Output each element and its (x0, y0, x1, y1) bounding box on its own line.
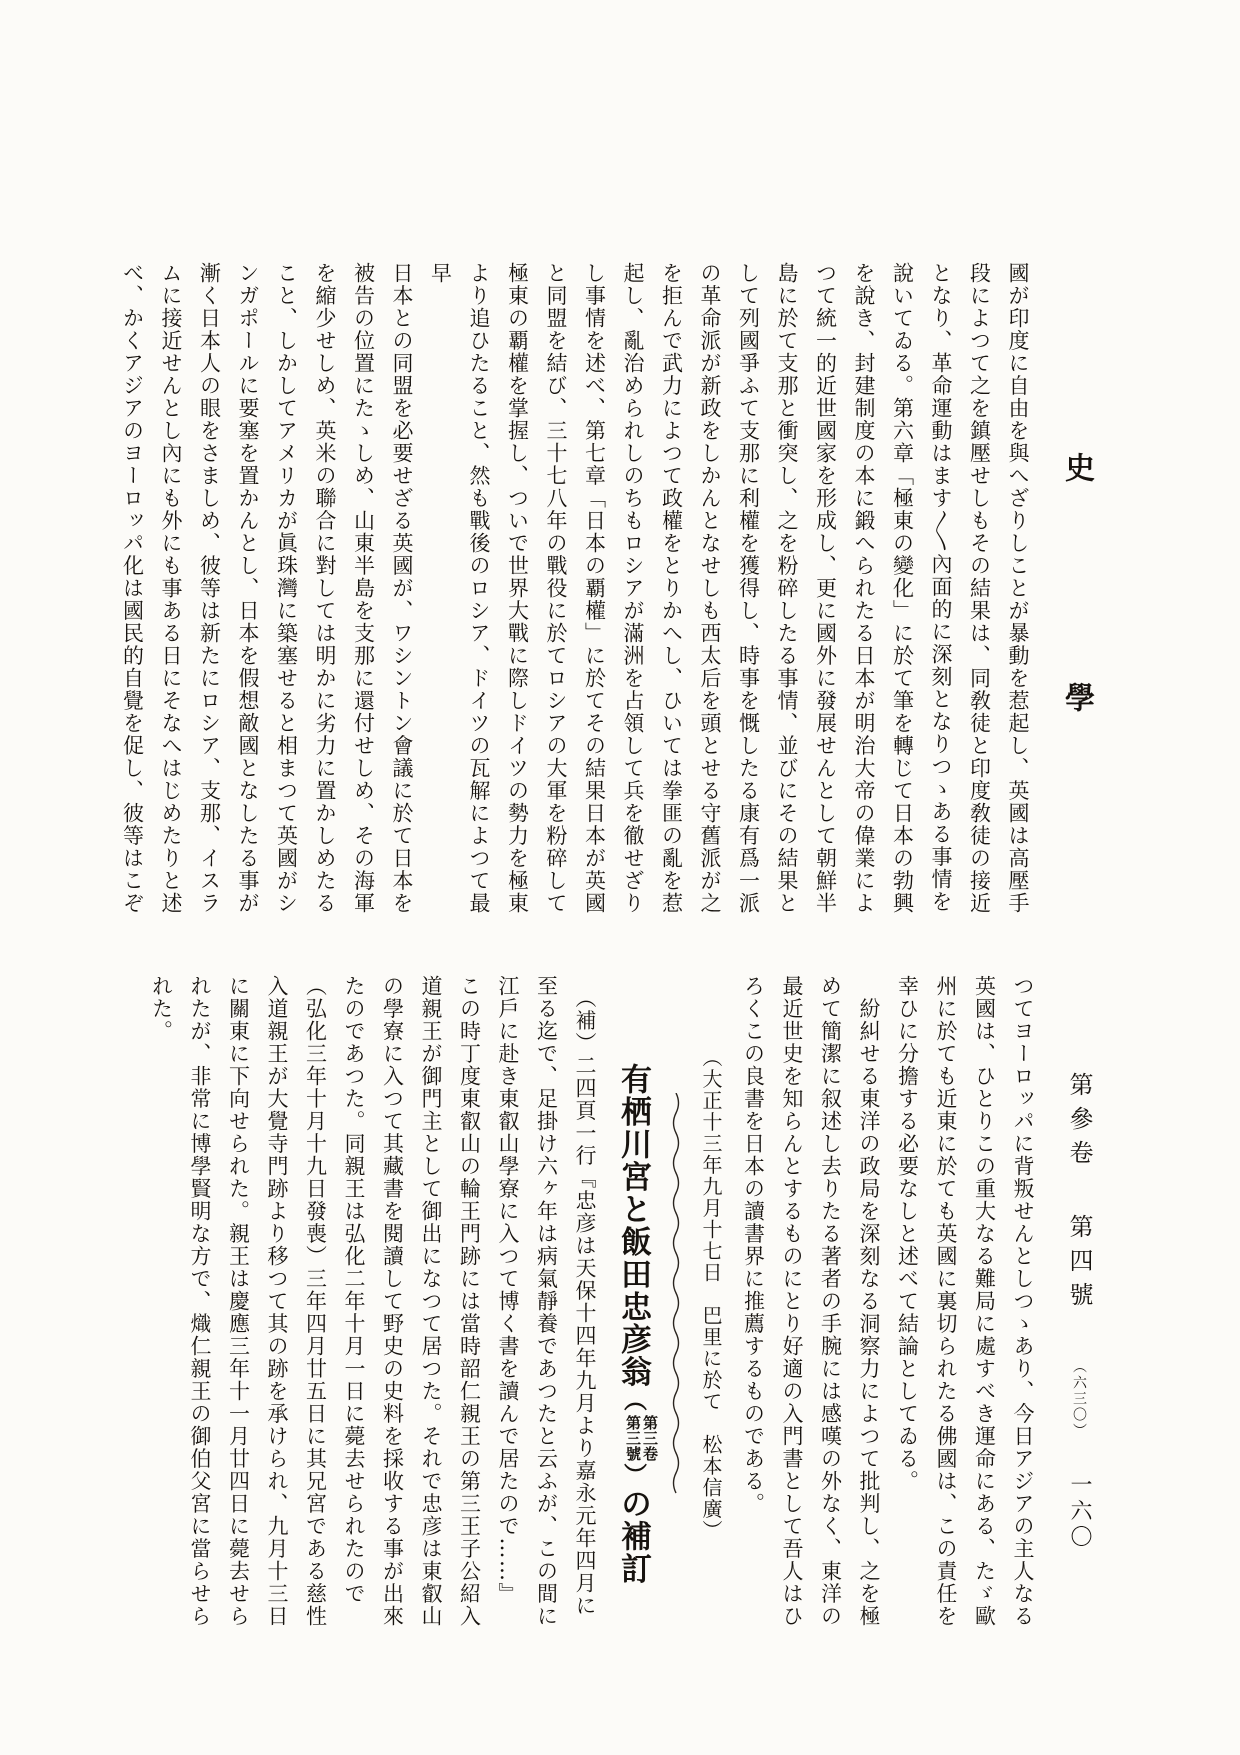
wavy-divider-line (662, 975, 688, 1635)
text-column: べ、かくアジアのヨーロッパ化は國民的自覺を促し、彼等はこぞ (120, 262, 145, 915)
text-column: より追ひたること、然も戰後のロシア、ドイツの瓦解によつて最早 (428, 262, 491, 915)
text-column: （補）二四頁一行『忠彦は天保十四年九月より嘉永元年四月に (573, 975, 597, 1617)
cumulative-page-number: （六三〇） (1071, 1359, 1087, 1440)
text-column: 至る迄で、足掛け六ヶ年は病氣靜養であつたと云ふが、この間に (534, 975, 559, 1628)
text-column: 江戶に赴き東叡山學寮に入つて博く書を讀んで居たので……』 (496, 975, 520, 1605)
text-column: と同盟を結び、三十七八年の戰役に於てロシアの大軍を粉碎して (544, 262, 568, 915)
text-column: ろくこの良書を日本の讀書界に推薦するものである。 (741, 975, 766, 1515)
text-column: 州に於ても近東に於ても英國に裏切られたる佛國は、この責任を (934, 975, 958, 1628)
section-title (604, 975, 662, 1675)
page-number: 一六〇 (1067, 1472, 1092, 1551)
text-column: 被告の位置にたゝしめ、山東半島を支那に還付せしめ、その海軍 (351, 262, 376, 915)
text-column: 道親王が御門主として御出になつて居つた。それで忠彦は東叡山 (419, 975, 443, 1628)
text-column: し事情を述べ、第七章「日本の覇權」に於てその結果日本が英國 (582, 262, 607, 915)
text-column: に關東に下向せられた。親王は慶應三年十一月廿四日に薨去せら (226, 975, 251, 1628)
text-column: 段によつて之を鎮壓せしもその結果は、同敎徒と印度敎徒の接近 (967, 262, 992, 915)
lower-section (140, 975, 1042, 1675)
warichu-close-paren: ） (620, 1463, 647, 1488)
text-column: 說いてゐる。第六章「極東の變化」に於て筆を轉じて日本の勃興 (890, 262, 915, 915)
text-column: 起し、亂治められしのちもロシアが滿洲を占領して兵を徹せざり (621, 262, 645, 915)
text-column: の革命派が新政をしかんとなせしも西太后を頭とせる守舊派が之 (698, 262, 722, 915)
warichu-line-2: 第三號 (624, 1414, 642, 1461)
text-column: つて統一的近世國家を形成し、更に國外に發展せんとして朝鮮半 (813, 262, 838, 915)
text-column: （弘化三年十月十九日發喪）三年四月廿五日に其兄宮である慈性 (303, 975, 328, 1628)
text-column: ムに接近せんとし內にも外にも事ある日にそなへはじめたりと述 (159, 262, 183, 915)
section-title-suffix: の補訂 (615, 1487, 651, 1585)
issue-label: 第四號 (1065, 1213, 1093, 1316)
text-column: 紛糾せる東洋の政局を深刻なる洞察力によつて批判し、之を極 (857, 975, 881, 1628)
text-column: 日本との同盟を必要せざる英國が、ワシントン會議に於て日本を (390, 262, 414, 915)
text-column: 入道親王が大覺寺門跡より移つて其の跡を承けられ、九月十三日 (265, 975, 289, 1628)
text-column: 極東の覇權を掌握し、ついで世界大戰に際しドイツの勢力を極東 (505, 262, 530, 915)
warichu-annotation (624, 1415, 658, 1462)
text-column: ンガポールに要塞を置かんとし、日本を假想敵國となしたる事が (236, 262, 260, 915)
text-column: れた。 (149, 975, 174, 1043)
running-head (1062, 1072, 1097, 1551)
text-column: して列國爭ふて支那に利權を獲得し、時事を慨したる康有爲一派 (736, 262, 761, 915)
section-title-main: 有栖川宮と飯田忠彦翁 (615, 1063, 651, 1388)
warichu-line-1: 第三卷 (641, 1414, 659, 1461)
text-column: を縮少せしめ、英米の聯合に對しては明かに劣力に置かしめたる (313, 262, 337, 915)
text-column: を拒んで武力によつて政權をとりかへし、ひいては拳匪の亂を惹 (659, 262, 684, 915)
text-column: この時丁度東叡山の輪王門跡には當時韶仁親王の第三王子公紹入 (457, 975, 482, 1628)
text-column: つてヨーロッパに背叛せんとしつゝあり、今日アジアの主人なる (1011, 975, 1035, 1628)
volume-label: 第參卷 (1065, 1072, 1093, 1174)
text-column: たのであつた。同親王は弘化二年十月一日に薨去せられたので (342, 975, 366, 1605)
text-column: 英國は、ひとりこの重大なる難局に處すべき運命にある、たゞ歐 (972, 975, 997, 1628)
text-column: 幸ひに分擔する必要なしと述べて結論としてゐる。 (895, 975, 920, 1493)
text-column: めて簡潔に叙述し去りたる著者の手腕には感嘆の外なく、東洋の (818, 975, 843, 1628)
text-column: こと、しかしてアメリカが眞珠灣に築塞せると相まつて英國がシ (274, 262, 299, 915)
text-column: れたが、非常に博學賢明な方で、熾仁親王の御伯父宮に當らせら (188, 975, 212, 1628)
text-column: となり、革命運動はます〱內面的に深刻となりつゝある事情を (929, 262, 953, 913)
text-column: 最近世史を知らんとするものにとり好適の入門書として吾人はひ (780, 975, 804, 1628)
journal-title: 史學 (1059, 452, 1094, 912)
text-column: の學寮に入つて其藏書を閱讀して野史の史料を採收する事が出來 (380, 975, 405, 1628)
text-column: 國が印度に自由を與へざりしことが暴動を惹起し、英國は高壓手 (1006, 262, 1030, 915)
warichu-open-paren: （ (620, 1388, 647, 1413)
text-column: 島に於て支那と衝突し、之を粉碎したる事情、並びにその結果と (775, 262, 799, 915)
review-text-top-block (120, 262, 1037, 930)
text-column: 漸く日本人の眼をさましめ、彼等は新たにロシア、支那、イスラ (197, 262, 222, 915)
text-column: を說き、封建制度の本に鍛へられたる日本が明治大帝の偉業によ (852, 262, 876, 915)
squiggle-icon (670, 1093, 682, 1495)
dateline: （大正十三年九月十七日 巴里に於て 松本信廣） (699, 1047, 723, 1542)
